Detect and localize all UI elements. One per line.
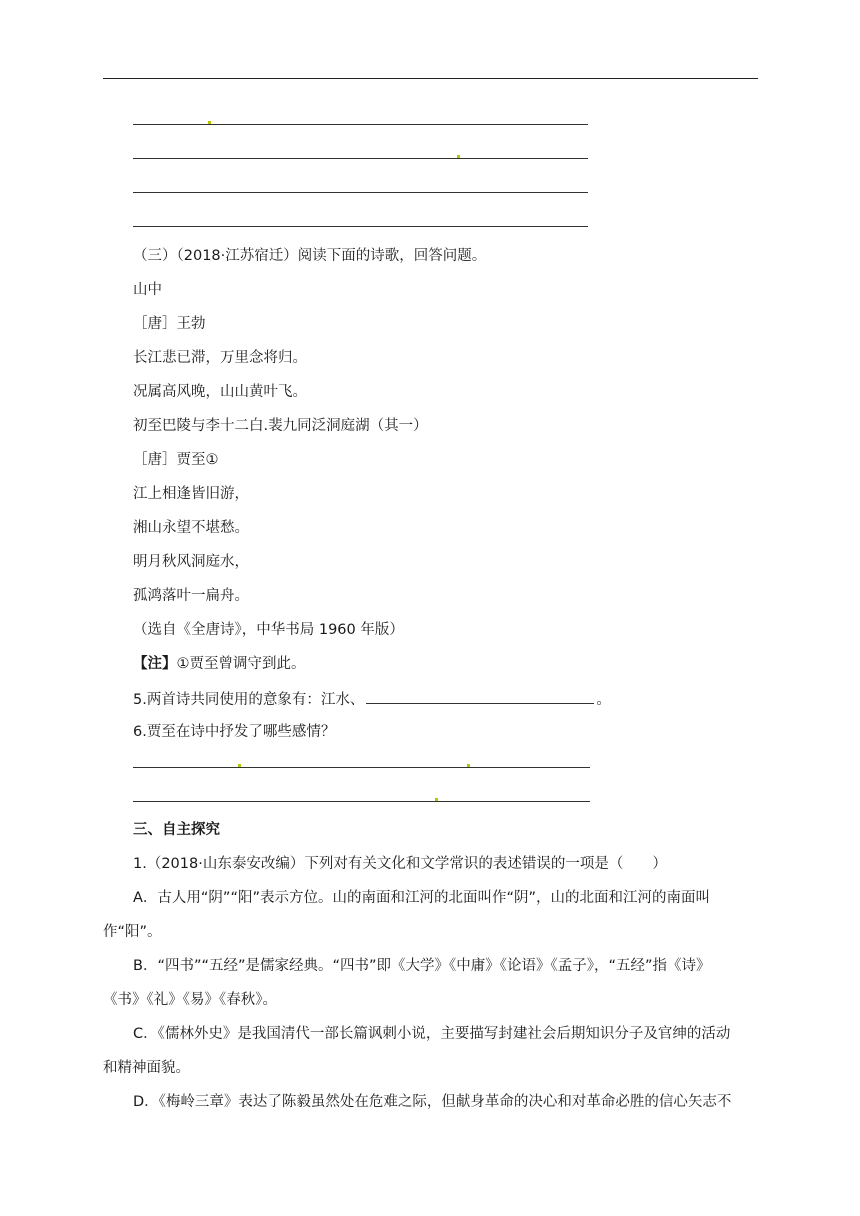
question-5-prefix: 5.两首诗共同使用的意象有：江水、: [133, 692, 365, 708]
answer-line[interactable]: [133, 226, 588, 227]
marker-dot: [208, 121, 211, 124]
poem1-line: 况属高风晚，山山黄叶飞。: [133, 384, 307, 400]
note: [133, 655, 306, 673]
question-5-suffix: 。: [596, 692, 611, 708]
marker-dot: [467, 764, 470, 767]
poem2-line: 明月秋风洞庭水，: [133, 554, 249, 570]
answer-line[interactable]: [133, 192, 588, 193]
marker-dot: [435, 798, 438, 801]
poem1-line: 长江悲已滞，万里念将归。: [133, 350, 307, 366]
option-a-line: 作“阳”。: [103, 924, 162, 940]
question-5: [133, 689, 611, 709]
option-d-line: D．《梅岭三章》表达了陈毅虽然处在危难之际，但献身革命的决心和对革命必胜的信心矢志不: [133, 1094, 732, 1110]
question-1-stem: 1.（2018·山东泰安改编）下列对有关文化和文学常识的表述错误的一项是（ ）: [133, 856, 667, 872]
section-heading: 三、自主探究: [133, 822, 220, 838]
answer-line[interactable]: [133, 124, 588, 125]
poem2-author: ［唐］贾至①: [133, 452, 219, 468]
poem1-author: ［唐］王勃: [133, 316, 206, 332]
question-6: 6.贾至在诗中抒发了哪些感情？: [133, 724, 336, 740]
option-b-line: 《书》《礼》《易》《春秋》。: [103, 992, 277, 1008]
poem-source: （选自《全唐诗》，中华书局 1960 年版）: [133, 622, 404, 638]
option-c-line: C．《儒林外史》是我国清代一部长篇讽刺小说，主要描写封建社会后期知识分子及官绅的活动: [133, 1026, 731, 1042]
answer-line[interactable]: [133, 767, 590, 768]
answer-blank[interactable]: [366, 689, 594, 704]
marker-dot: [457, 155, 460, 158]
marker-dot: [238, 764, 241, 767]
note-label: 【注】: [133, 656, 177, 672]
answer-line[interactable]: [133, 158, 588, 159]
answer-line[interactable]: [133, 801, 590, 802]
page-header-rule: [103, 78, 758, 79]
option-c-line: 和精神面貌。: [103, 1060, 190, 1076]
poem1-title: 山中: [133, 282, 162, 298]
poem2-line: 孤鸿落叶一扁舟。: [133, 588, 249, 604]
section-intro: （三）（2018·江苏宿迁）阅读下面的诗歌，回答问题。: [133, 248, 487, 264]
poem2-line: 江上相逢皆旧游，: [133, 486, 249, 502]
poem2-line: 湘山永望不堪愁。: [133, 520, 249, 536]
option-b-line: B．“四书”“五经”是儒家经典。“四书”即《大学》《中庸》《论语》《孟子》，“五经”指《诗》: [133, 958, 711, 974]
option-a-line: A．古人用“阴”“阳”表示方位。山的南面和江河的北面叫作“阴”，山的北面和江河的南面叫: [133, 890, 710, 906]
poem2-title: 初至巴陵与李十二白.裴九同泛洞庭湖（其一）: [133, 418, 428, 434]
note-text: ①贾至曾调守到此。: [176, 656, 306, 672]
